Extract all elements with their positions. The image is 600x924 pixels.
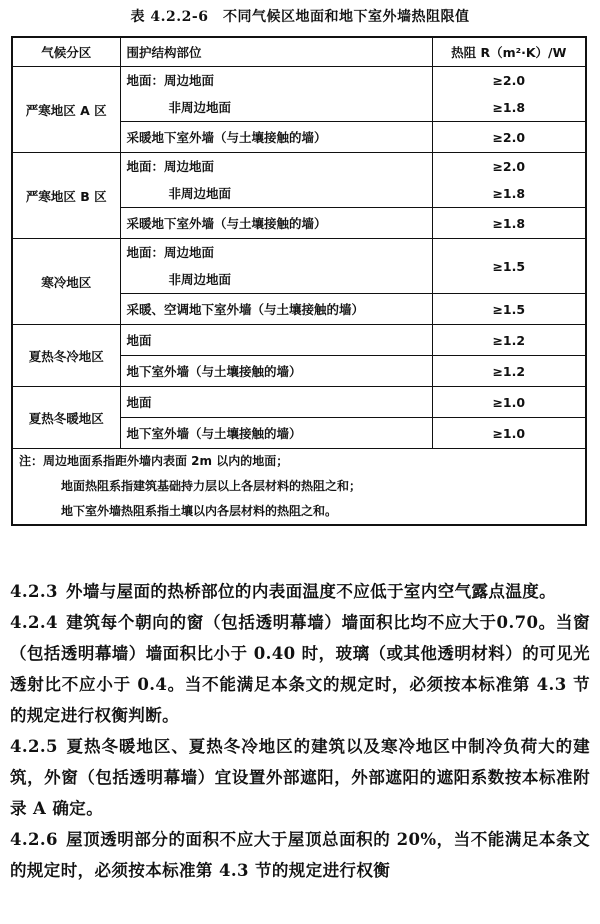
note-line: 地面热阻系指建筑基础持力层以上各层材料的热阻之和；: [61, 479, 362, 493]
component-cell: 地下室外墙（与土壤接触的墙）: [120, 356, 432, 387]
notes-row: [12, 449, 586, 526]
value-cell: ≥1.5: [432, 239, 586, 294]
zone-cell: 夏热冬冷地区: [12, 325, 120, 387]
component-cell: 地下室外墙（与土壤接触的墙）: [120, 418, 432, 449]
note-line: 地下室外墙热阻系指土壤以内各层材料的热阻之和。: [61, 504, 338, 518]
header-component: 围护结构部位: [120, 37, 432, 67]
value-cell: ≥1.5: [432, 294, 586, 325]
value-cell: ≥1.2: [432, 356, 586, 387]
clauses: [10, 576, 590, 886]
value-cell: ≥2.0 ≥1.8: [432, 67, 586, 122]
zone-cell: 严寒地区 B 区: [12, 153, 120, 239]
value-cell: ≥1.0: [432, 387, 586, 418]
clause-4-2-6: 4.2.6 屋顶透明部分的面积不应大于屋顶总面积的 20%，当不能满足本条文的规定时，必须按本标准第 4.3 节的规定进行权衡: [10, 830, 590, 880]
zone-cell: 寒冷地区: [12, 239, 120, 325]
component-cell: 地面：周边地面 非周边地面: [120, 239, 432, 294]
component-cell: 采暖地下室外墙（与土壤接触的墙）: [120, 122, 432, 153]
table-row: [12, 325, 586, 356]
table-row: [12, 67, 586, 122]
component-cell: 地面: [120, 325, 432, 356]
component-cell: 地面：周边地面 非周边地面: [120, 67, 432, 122]
header-resistance: 热阻 R（m²·K）/W: [432, 37, 586, 67]
component-cell: 采暖地下室外墙（与土壤接触的墙）: [120, 208, 432, 239]
table-row: [12, 387, 586, 418]
value-cell: ≥1.2: [432, 325, 586, 356]
value-cell: ≥1.0: [432, 418, 586, 449]
note-line: 注：周边地面系指距外墙内表面 2m 以内的地面；: [19, 454, 289, 468]
table-caption: 表 4.2.2-6 不同气候区地面和地下室外墙热阻限值: [130, 9, 470, 25]
zone-cell: 严寒地区 A 区: [12, 67, 120, 153]
value-cell: ≥2.0 ≥1.8: [432, 153, 586, 208]
table-row: [12, 239, 586, 294]
component-cell: 地面：周边地面 非周边地面: [120, 153, 432, 208]
clause-4-2-4: 4.2.4 建筑每个朝向的窗（包括透明幕墙）墙面积比均不应大于0.70。当窗（包括透明幕墙）墙面积比小于 0.40 时，玻璃（或其他透明材料）的可见光透射比不应小于 0.4。当不能满足本条文的规定时，必须按本标准第 4.3 节的规定进行权衡判断。: [10, 613, 590, 725]
zone-cell: 夏热冬暖地区: [12, 387, 120, 449]
component-cell: 地面: [120, 387, 432, 418]
component-cell: 采暖、空调地下室外墙（与土壤接触的墙）: [120, 294, 432, 325]
header-zone: 气候分区: [12, 37, 120, 67]
table-header-row: [12, 37, 586, 67]
thermal-resistance-table: [11, 36, 587, 526]
value-cell: ≥1.8: [432, 208, 586, 239]
clause-4-2-5: 4.2.5 夏热冬暖地区、夏热冬冷地区的建筑以及寒冷地区中制冷负荷大的建筑，外窗（包括透明幕墙）宜设置外部遮阳，外部遮阳的遮阳系数按本标准附录 A 确定。: [10, 737, 590, 818]
clause-4-2-3: 4.2.3 外墙与屋面的热桥部位的内表面温度不应低于室内空气露点温度。: [10, 582, 557, 601]
table-row: [12, 153, 586, 208]
value-cell: ≥2.0: [432, 122, 586, 153]
table-notes: [12, 449, 586, 526]
